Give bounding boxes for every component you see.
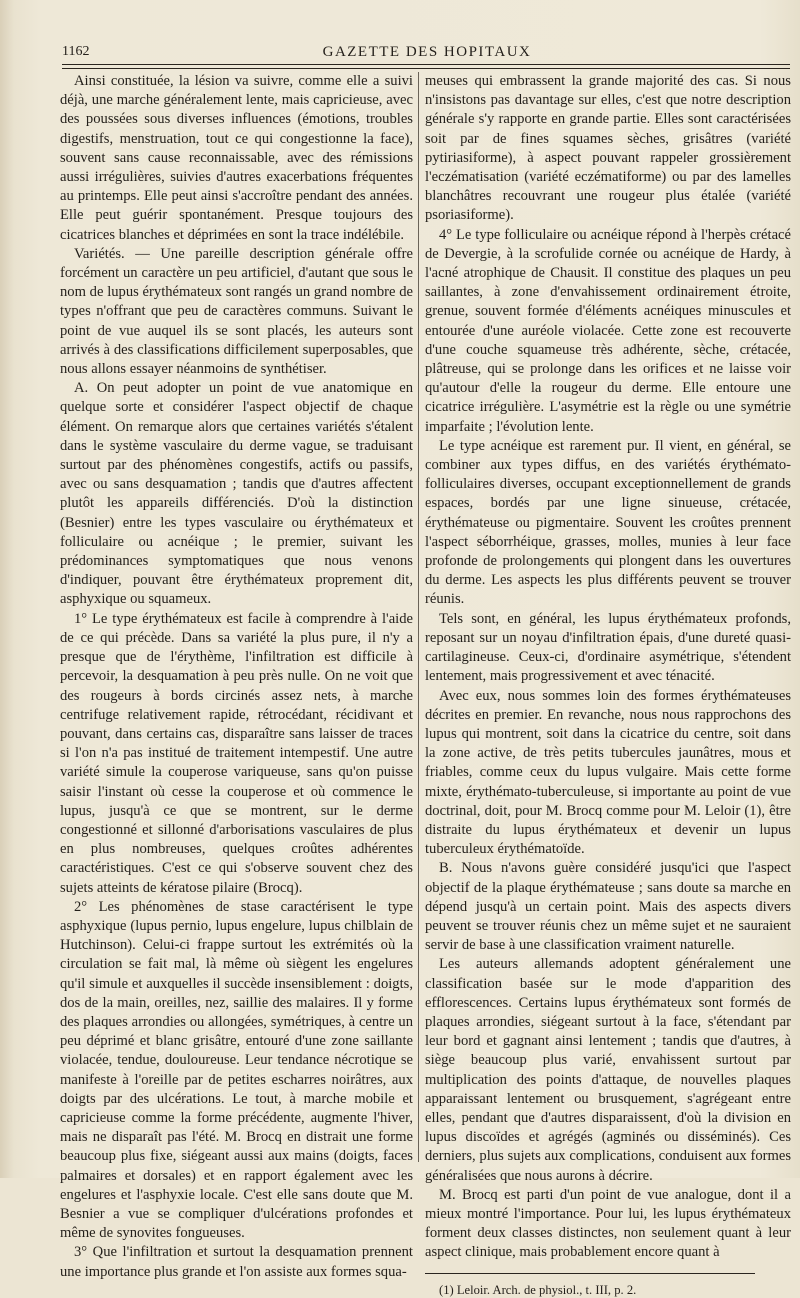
header-rule [62, 64, 790, 65]
column-divider [418, 72, 419, 1162]
footnote-rule [425, 1273, 755, 1274]
journal-title: GAZETTE DES HOPITAUX [322, 44, 532, 60]
page-number: 1162 [62, 44, 90, 59]
paragraph: Le type acnéique est rarement pur. Il vient, en général, se combiner aux types diffus, en des variétés érythémato-folliculaires diverses, occupant exceptionnellement de grands espaces, bordés par une ligne sinueuse, crétacée, érythémateuse ou pigmentaire. Souvent les croûtes prennent l'aspect séborrhéique, grasses, molles, munies à leur face profonde de prolongements qui plongent dans les ouvertures du derme. Les aspects les plus différents peuvent se trouver réunis. [425, 437, 791, 608]
paragraph: 4° Le type folliculaire ou acnéique répond à l'herpès crétacé de Devergie, à la scrofulide cornée ou acnéique de Hardy, à l'acné atrophique de Chausit. Il constitue des plaques un peu saillantes, à zone d'envahissement ordinairement étroite, grenue, souvent formée d'éléments acnéiques minuscules et entourée d'une auréole violacée. Cette zone est recouverte d'une couche squameuse très adhérente, sèche, crétacée, plâtreuse, qui se prolonge dans les orifices et ne laisse voir qu'autour d'elle la rougeur du derme. Elle entoure une cicatrice irrégulière. L'asymétrie est la règle ou une symétrie imparfaite ; l'évolution lente. [425, 226, 791, 435]
header-rule-thin [62, 68, 790, 69]
paragraph: Variétés. — Une pareille description générale offre forcément un caractère un peu artificiel, d'autant que sous le nom de lupus érythémateux sont rangés un grand nombre de types n'offrant que peu de caractères communs. Suivant le point de vue auquel ils se sont placés, les auteurs sont arrivés à des classifications difficilement superposables, que nous allons essayer néanmoins de synthétiser. [60, 245, 413, 378]
paragraph: B. Nous n'avons guère considéré jusqu'ici que l'aspect objectif de la plaque érythémateuse ; sans doute sa marche en dépend jusqu'à un certain point. Mais des aspects divers peuvent se trouver réunis chez un même sujet et ne sauraient servir de base à une classification vraiment naturelle. [425, 860, 791, 954]
paragraph: 3° Que l'infiltration et surtout la desquamation prennent une importance plus grande et l'on assiste aux formes squa- [60, 1244, 413, 1280]
left-column [60, 72, 413, 1282]
paragraph: Les auteurs allemands adoptent généralement une classification basée sur le mode d'apparition des efflorescences. Certains lupus érythémateux sont formés de plaques arrondies, siégeant surtout à la face, s'étendant par leur bord et gagnant ainsi lentement ; tandis que d'autres, à siège beaucoup plus varié, envahissent surtout par multiplication des points d'attaque, de nouvelles plaques apparaissant lentement ou brusquement, s'agrégeant entre elles, pendant que d'autres disparaissent, d'où la division en lupus discoïdes et agrégés (agminés ou disséminés). Ces derniers, plus sujets aux complications, conduisent aux formes généralisées que nous aurons à décrire. [425, 956, 791, 1184]
paragraph: M. Brocq est parti d'un point de vue analogue, dont il a mieux montré l'importance. Pour lui, les lupus érythémateux forment deux classes distinctes, non seulement quant à leur aspect clinique, mais probablement encore quant à [425, 1186, 791, 1261]
paragraph: meuses qui embrassent la grande majorité des cas. Si nous n'insistons pas davantage sur elles, c'est que notre description générale s'y rapporte en grande partie. Elles sont caractérisées soit par de fines squames sèches, grisâtres (variété pytiriasiforme), à aspect pouvant rappeler grossièrement l'eczématisation (variété eczématiforme) ou par des lamelles blanchâtres recouvrant une rougeur plus étalée (variété psoriasiforme). [425, 73, 791, 224]
footnote: (1) Leloir. Arch. de physiol., t. III, p. 2. [439, 1282, 637, 1297]
paragraph: 1° Le type érythémateux est facile à comprendre à l'aide de ce qui précède. Dans sa variété la plus pure, il n'y a presque que de l'érythème, l'infiltration est difficile à percevoir, la desquamation à peu près nulle. On ne voit que des rougeurs à bords circinés assez nets, à marche centrifuge relativement rapide, rétrocédant, récidivant et pouvant, dans certains cas, disparaître sans laisser de traces si l'on n'a pas institué de traitement intempestif. Une autre variété simule la couperose variqueuse, sans qu'on puisse saisir l'instant où cesse la couperose et où commence le lupus, jusqu'à ce que se montrent, sur le derme congestionné et sillonné d'arborisations vasculaires de plus en plus nombreuses, quelques croûtes adhérentes caractéristiques. C'est ce qui s'observe souvent chez des sujets atteints de kératose pilaire (Brocq). [60, 610, 413, 896]
paragraph: Avec eux, nous sommes loin des formes érythémateuses décrites en premier. En revanche, nous nous rapprochons des lupus qui montrent, soit dans la cicatrice du centre, soit dans la zone active, de très petits tubercules jaunâtres, mous et friables, comme ceux du lupus vulgaire. Mais cette forme mixte, érythémato-tuberculeuse, si importante au point de vue doctrinal, doit, pour M. Brocq comme pour M. Leloir (1), être distraite du lupus érythémateux et devenir un lupus tuberculeux érythématoïde. [425, 687, 791, 858]
right-column [425, 72, 791, 1298]
paragraph: Ainsi constituée, la lésion va suivre, comme elle a suivi déjà, une marche généralement lente, mais capricieuse, avec des poussées sous diverses influences (émotions, troubles digestifs, menstruation, tout ce qui congestionne la face), souvent sans cause reconnaissable, avec des rémissions aussi irrégulières, suivies d'autres exacerbations fréquentes au printemps. Elle peut ainsi s'accroître pendant des années. Elle peut guérir spontanément. Presque toujours des cicatrices blanches et déprimées en sont la trace indélébile. [60, 73, 413, 243]
paragraph: Tels sont, en général, les lupus érythémateux profonds, reposant sur un noyau d'infiltration épais, d'une dureté quasi-cartilagineuse. Ceux-ci, d'ordinaire asymétrique, s'étendent lentement, mais progressivement et avec ténacité. [425, 610, 791, 685]
page-header [62, 42, 792, 64]
paragraph: 2° Les phénomènes de stase caractérisent le type asphyxique (lupus pernio, lupus engelure, lupus chilblain de Hutchinson). Celui-ci frappe surtout les extrémités où la circulation se fait mal, là même où siègent les engelures qu'il simule et auxquelles il succède insensiblement : doigts, dos de la main, oreilles, nez, saillie des malaires. Il y forme des plaques arrondies ou allongées, symétriques, à centre un peu déprimé et blanc grisâtre, entouré d'une zone saillante violacée, tendue, douloureuse. Leur tendance nécrotique se manifeste à l'oreille par de petites escharres noirâtres, aux doigts par des ulcérations. Le tout, à marche mobile et capricieuse comme la forme précédente, augmente l'hiver, mais ne disparaît pas l'été. M. Brocq en distrait une forme beaucoup plus fixe, siégeant aussi aux mains (doigts, faces palmaires et dorsales) et en rapport également avec les engelures et l'asphyxie locale. C'est elle sans doute que M. Besnier a vue se compliquer d'ulcérations profondes et même de synovites fongueuses. [60, 898, 413, 1242]
paragraph: A. On peut adopter un point de vue anatomique en quelque sorte et considérer l'aspect objectif de chaque élément. On remarque alors que certaines variétés s'étalent dans le système vasculaire du derme vague, se traduisant surtout par des phénomènes congestifs, actifs ou passifs, avec ou sans desquamation ; tandis que d'autres affectent plutôt les appareils différenciés. D'où la distinction (Besnier) entre les types vasculaire ou érythémateux et folliculaire ou acnéique ; le premier, suivant les prédominances symptomatiques que nous venons d'indiquer, pouvant être érythémateux proprement dit, asphyxique ou squameux. [60, 380, 413, 608]
